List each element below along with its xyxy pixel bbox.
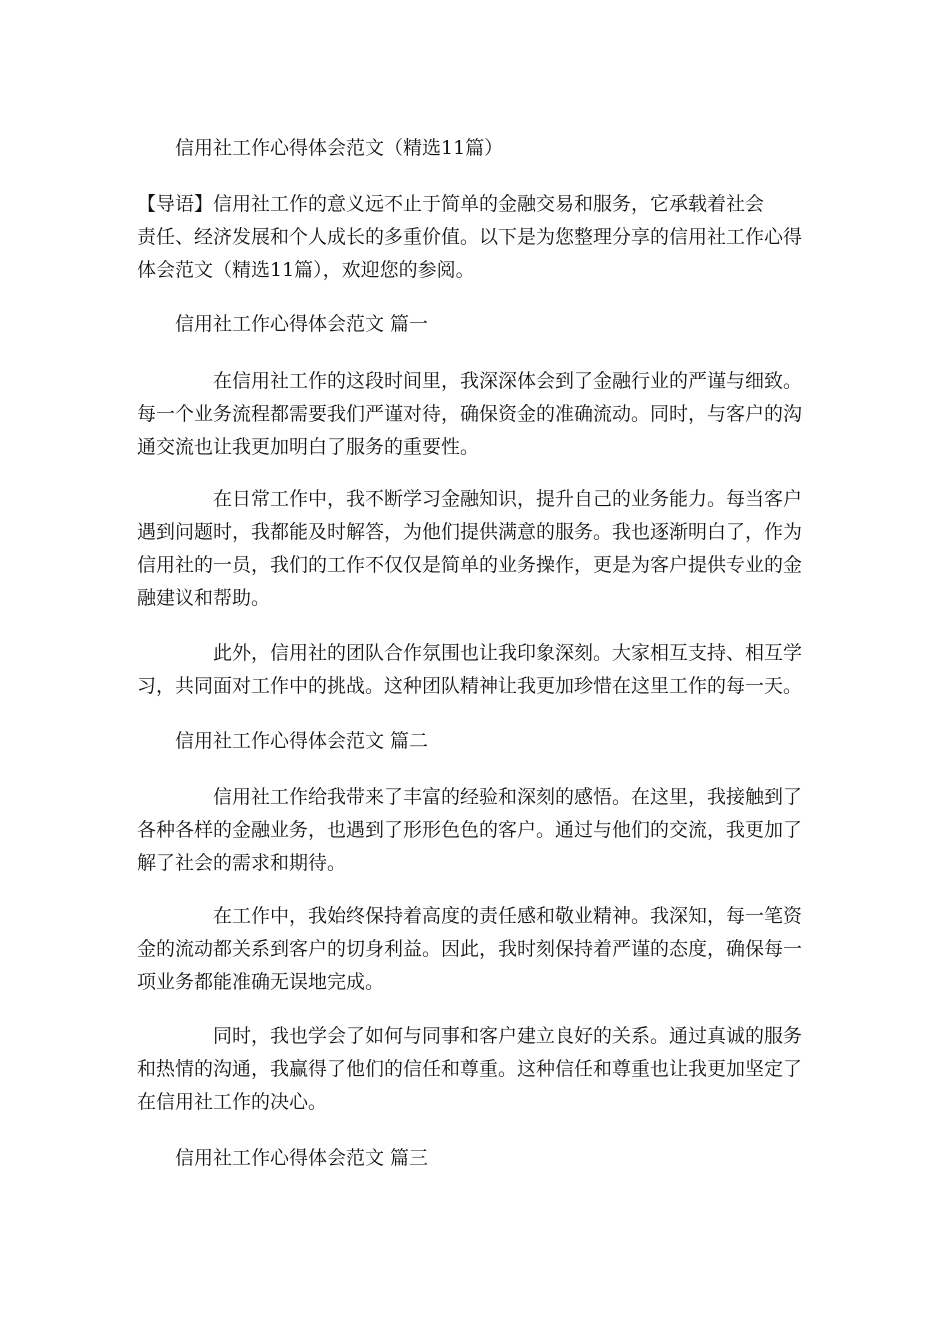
paragraph-line: 融建议和帮助。 <box>137 587 271 609</box>
paragraph <box>137 1020 809 1119</box>
section-heading-1: 信用社工作心得体会范文 篇一 <box>175 313 429 335</box>
document-title: 信用社工作心得体会范文（精选11篇） <box>175 137 504 159</box>
paragraph-line: 项业务都能准确无误地完成。 <box>137 971 385 993</box>
paragraph <box>137 900 809 999</box>
paragraph-line: 习，共同面对工作中的挑战。这种团队精神让我更加珍惜在这里工作的每一天。 <box>137 675 803 697</box>
intro-line: 体会范文（精选11篇），欢迎您的参阅。 <box>137 259 475 281</box>
paragraph-line: 遇到问题时，我都能及时解答，为他们提供满意的服务。我也逐渐明白了，作为 <box>137 521 803 543</box>
paragraph-line: 信用社工作给我带来了丰富的经验和深刻的感悟。在这里，我接触到了 <box>213 786 803 808</box>
intro-line: 【导语】信用社工作的意义远不止于简单的金融交易和服务，它承载着社会 <box>137 193 765 215</box>
paragraph-line: 在日常工作中，我不断学习金融知识，提升自己的业务能力。每当客户 <box>213 488 803 510</box>
paragraph-line: 每一个业务流程都需要我们严谨对待，确保资金的准确流动。同时，与客户的沟 <box>137 403 803 425</box>
paragraph-line: 在信用社工作的这段时间里，我深深体会到了金融行业的严谨与细致。 <box>213 370 803 392</box>
paragraph-line: 此外，信用社的团队合作氛围也让我印象深刻。大家相互支持、相互学 <box>213 642 803 664</box>
paragraph-line: 在信用社工作的决心。 <box>137 1091 328 1113</box>
paragraph <box>137 483 809 615</box>
paragraph-line: 在工作中，我始终保持着高度的责任感和敬业精神。我深知，每一笔资 <box>213 905 803 927</box>
paragraph <box>137 365 809 464</box>
paragraph <box>137 781 809 880</box>
paragraph-line: 通交流也让我更加明白了服务的重要性。 <box>137 436 480 458</box>
intro-paragraph <box>137 188 802 287</box>
section-heading-2: 信用社工作心得体会范文 篇二 <box>175 730 429 752</box>
section-heading-3: 信用社工作心得体会范文 篇三 <box>175 1147 429 1169</box>
paragraph-line: 和热情的沟通，我赢得了他们的信任和尊重。这种信任和尊重也让我更加坚定了 <box>137 1058 803 1080</box>
paragraph-line: 解了社会的需求和期待。 <box>137 852 347 874</box>
paragraph-line: 信用社的一员，我们的工作不仅仅是简单的业务操作，更是为客户提供专业的金 <box>137 554 803 576</box>
paragraph-line: 各种各样的金融业务，也遇到了形形色色的客户。通过与他们的交流，我更加了 <box>137 819 803 841</box>
paragraph <box>137 637 809 703</box>
paragraph-line: 金的流动都关系到客户的切身利益。因此，我时刻保持着严谨的态度，确保每一 <box>137 938 803 960</box>
paragraph-line: 同时，我也学会了如何与同事和客户建立良好的关系。通过真诚的服务 <box>213 1025 803 1047</box>
intro-line: 责任、经济发展和个人成长的多重价值。以下是为您整理分享的信用社工作心得 <box>137 226 803 248</box>
